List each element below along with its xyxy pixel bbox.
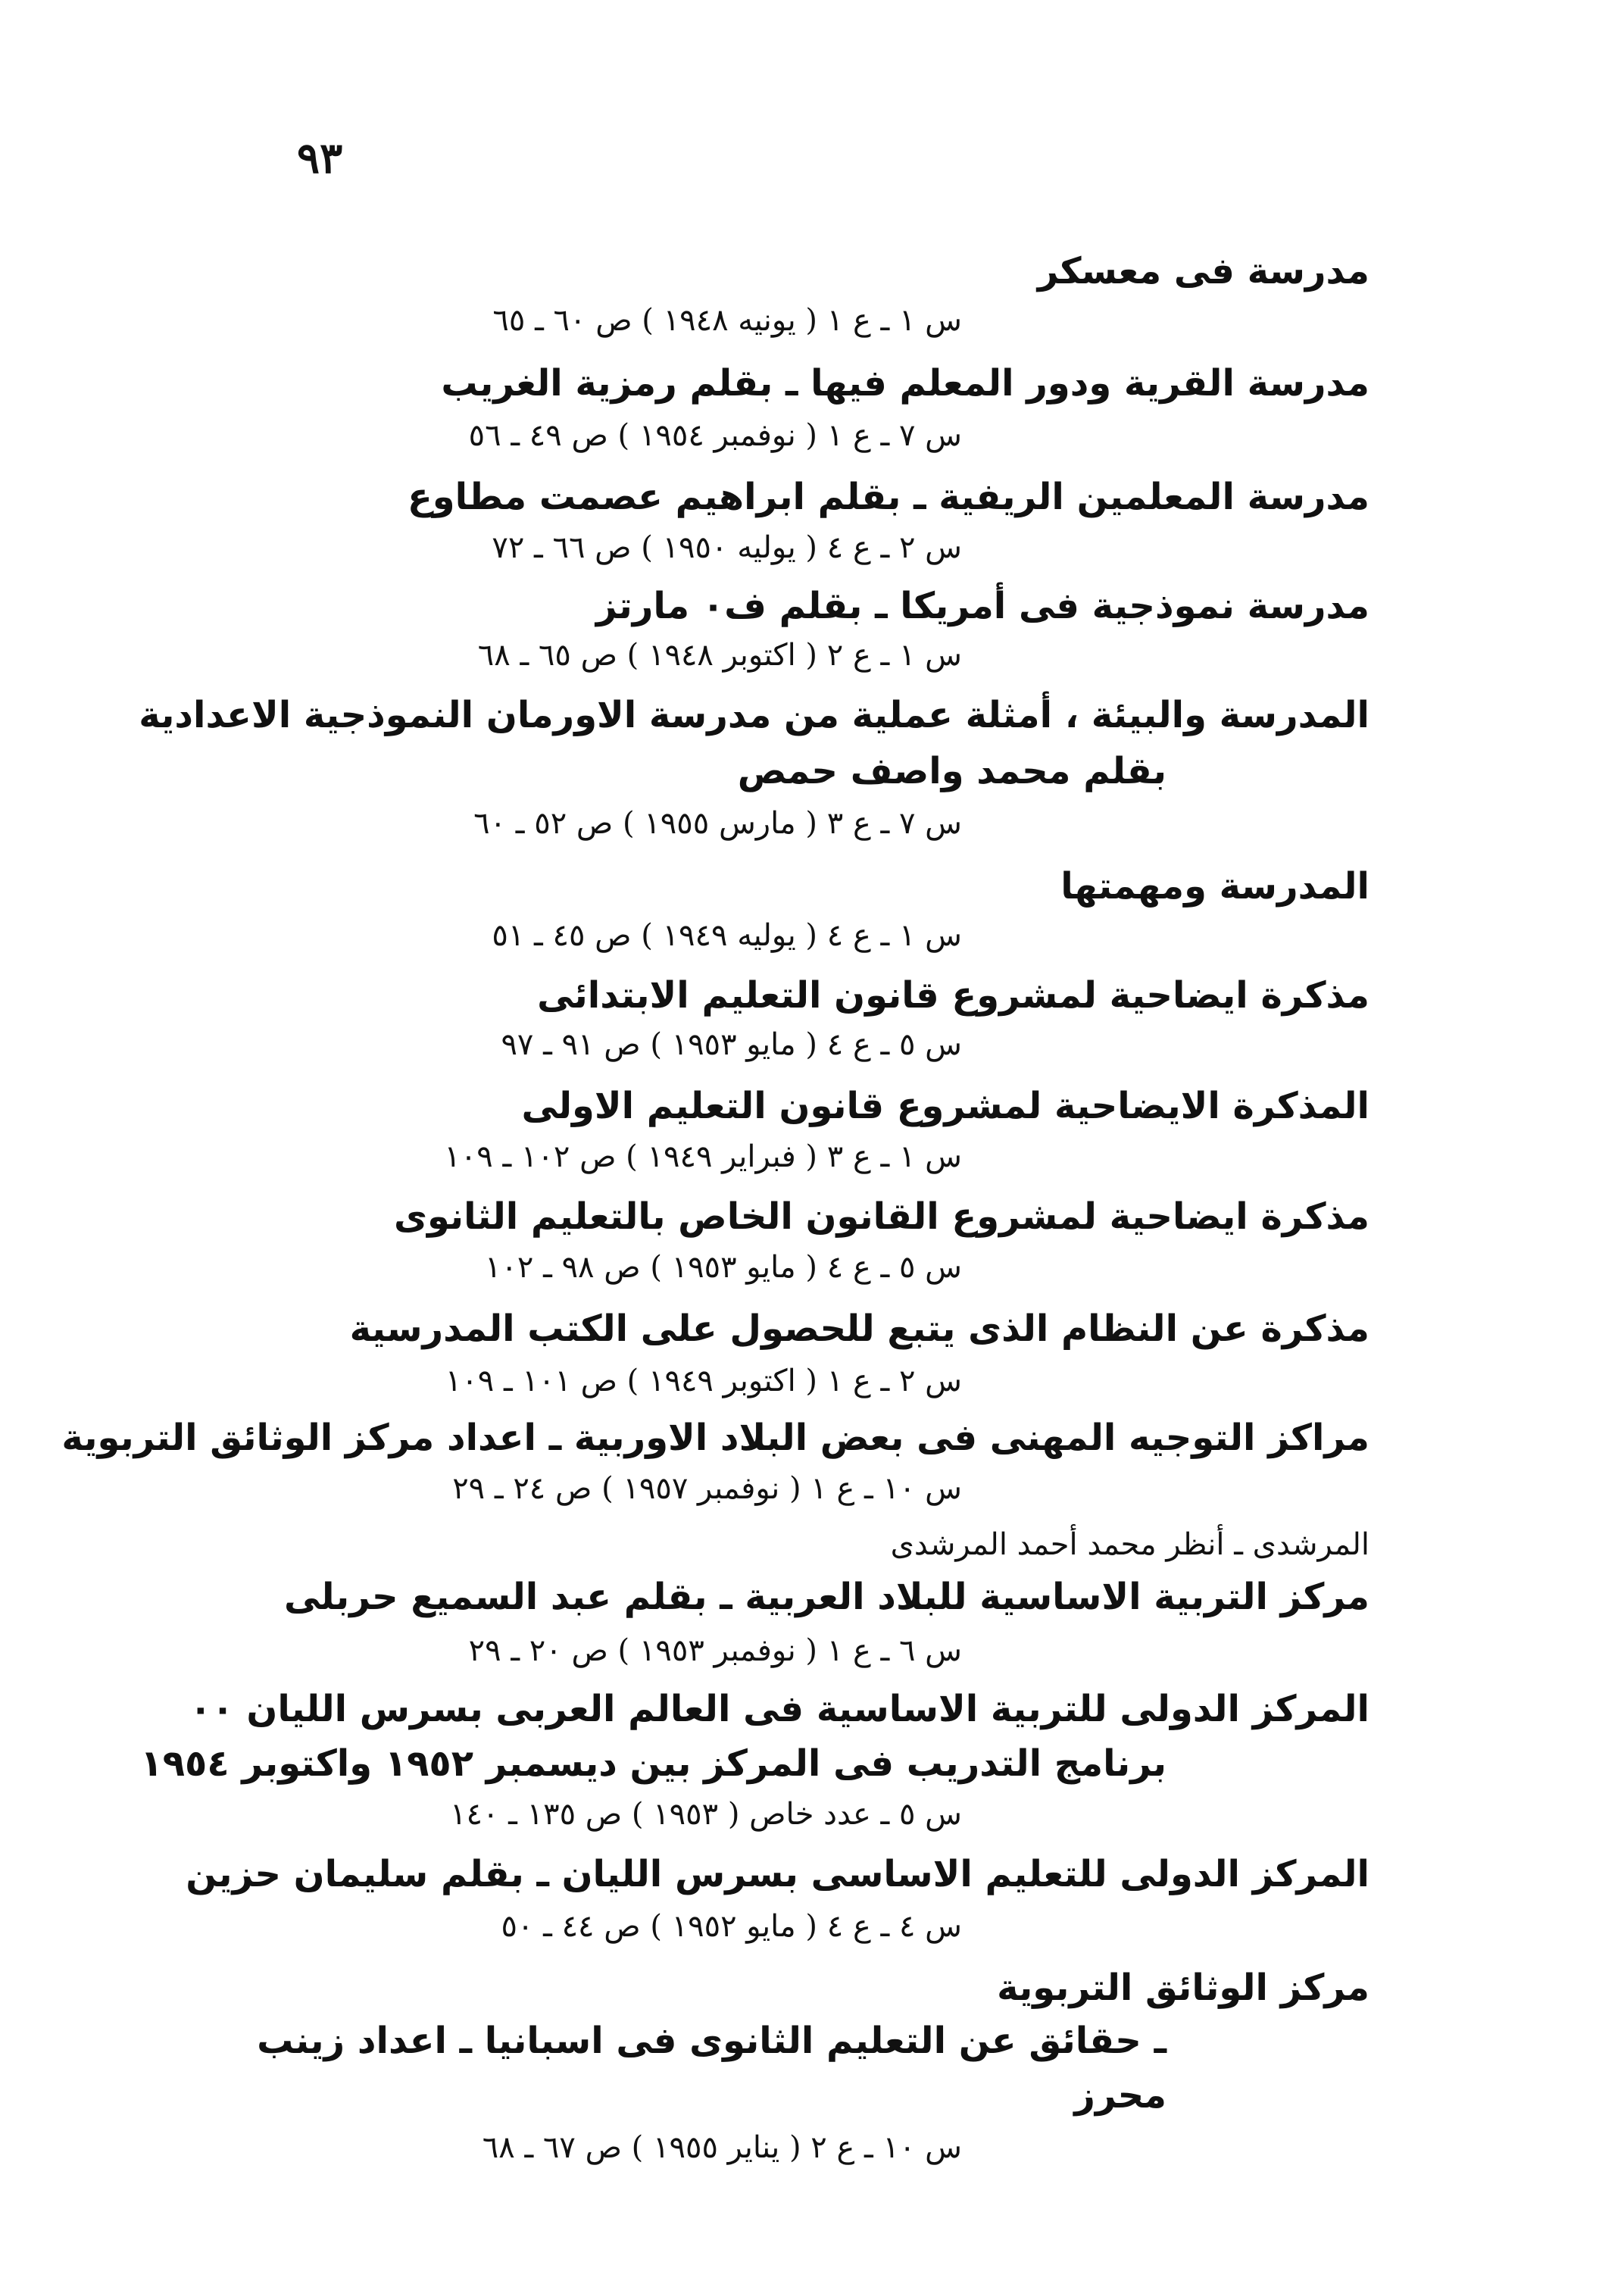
entry-title: ـ حقائق عن التعليم الثانوى فى اسبانيا ـ اعداد زينب	[257, 2020, 1166, 2062]
entry-title: مدرسة القرية ودور المعلم فيها ـ بقلم رمزية الغريب	[441, 362, 1369, 405]
entry-title: مركز الوثائق التربوية	[997, 1967, 1369, 2009]
entry-title: مذكرة ايضاحية لمشروع القانون الخاص بالتعليم الثانوى	[393, 1195, 1369, 1238]
entry-title: المركز الدولى للتربية الاساسية فى العالم العربى بسرس الليان ٠٠	[189, 1688, 1369, 1730]
entry-title: المركز الدولى للتعليم الاساسى بسرس الليان ـ بقلم سليمان حزين	[186, 1853, 1369, 1895]
citation-line: س ٦ ـ ع ١ ( نوفمبر ١٩٥٣ ) ص ٢٠ ـ ٢٩	[468, 1633, 962, 1668]
entry-title: مذكرة ايضاحية لمشروع قانون التعليم الابتدائى	[537, 974, 1369, 1017]
citation-line: س ١٠ ـ ع ٢ ( يناير ١٩٥٥ ) ص ٦٧ ـ ٦٨	[482, 2130, 962, 2165]
citation-line: س ٤ ـ ع ٤ ( مايو ١٩٥٢ ) ص ٤٤ ـ ٥٠	[501, 1909, 962, 1944]
citation-line: س ٢ ـ ع ١ ( اكتوبر ١٩٤٩ ) ص ١٠١ ـ ١٠٩	[445, 1364, 962, 1398]
entry-title: المدرسة ومهمتها	[1060, 865, 1369, 908]
citation-line: س ١ ـ ع ١ ( يونيه ١٩٤٨ ) ص ٦٠ ـ ٦٥	[492, 303, 962, 338]
citation-line: س ١ ـ ع ٤ ( يوليه ١٩٤٩ ) ص ٤٥ ـ ٥١	[492, 918, 962, 953]
citation-line: س ٥ ـ عدد خاص ( ١٩٥٣ ) ص ١٣٥ ـ ١٤٠	[450, 1797, 962, 1832]
citation-line: س ١ ـ ع ٣ ( فبراير ١٩٤٩ ) ص ١٠٢ ـ ١٠٩	[444, 1139, 962, 1174]
entry-title: المذكرة الايضاحية لمشروع قانون التعليم الاولى	[521, 1085, 1369, 1127]
citation-line: س ٢ ـ ع ٤ ( يوليه ١٩٥٠ ) ص ٦٦ ـ ٧٢	[492, 530, 962, 565]
entry-title: مدرسة المعلمين الريفية ـ بقلم ابراهيم عصمت مطاوع	[407, 476, 1369, 518]
citation-line: س ٧ ـ ع ٣ ( مارس ١٩٥٥ ) ص ٥٢ ـ ٦٠	[473, 806, 962, 841]
citation-line: س ١ ـ ع ٢ ( اكتوبر ١٩٤٨ ) ص ٦٥ ـ ٦٨	[477, 638, 962, 673]
citation-line: س ٧ ـ ع ١ ( نوفمبر ١٩٥٤ ) ص ٤٩ ـ ٥٦	[468, 418, 962, 453]
cross-reference: المرشدى ـ أنظر محمد أحمد المرشدى	[890, 1527, 1369, 1562]
entry-title: مدرسة فى معسكر	[1037, 250, 1369, 292]
entry-title: مذكرة عن النظام الذى يتبع للحصول على الكتب المدرسية	[349, 1308, 1369, 1350]
entry-title: مدرسة نموذجية فى أمريكا ـ بقلم ف٠ مارتز	[595, 585, 1369, 627]
entry-title: مركز التربية الاساسية للبلاد العربية ـ بقلم عبد السميع حربلى	[283, 1576, 1369, 1618]
citation-line: س ٥ ـ ع ٤ ( مايو ١٩٥٣ ) ص ٩٨ ـ ١٠٢	[484, 1250, 962, 1285]
citation-line: س ٥ ـ ع ٤ ( مايو ١٩٥٣ ) ص ٩١ ـ ٩٧	[501, 1027, 962, 1062]
citation-line: س ١٠ ـ ع ١ ( نوفمبر ١٩٥٧ ) ص ٢٤ ـ ٢٩	[452, 1471, 962, 1506]
entry-title: محرز	[1074, 2074, 1166, 2117]
entry-title: بقلم محمد واصف حمص	[737, 750, 1166, 792]
entry-title: المدرسة والبيئة ، أمثلة عملية من مدرسة الاورمان النموذجية الاعدادية	[139, 694, 1369, 736]
page-number: ٩٣	[297, 133, 343, 183]
entry-title: برنامج التدريب فى المركز بين ديسمبر ١٩٥٢ واكتوبر ١٩٥٤	[140, 1742, 1166, 1785]
entry-title: مراكز التوجيه المهنى فى بعض البلاد الاوربية ـ اعداد مركز الوثائق التربوية	[61, 1417, 1369, 1459]
